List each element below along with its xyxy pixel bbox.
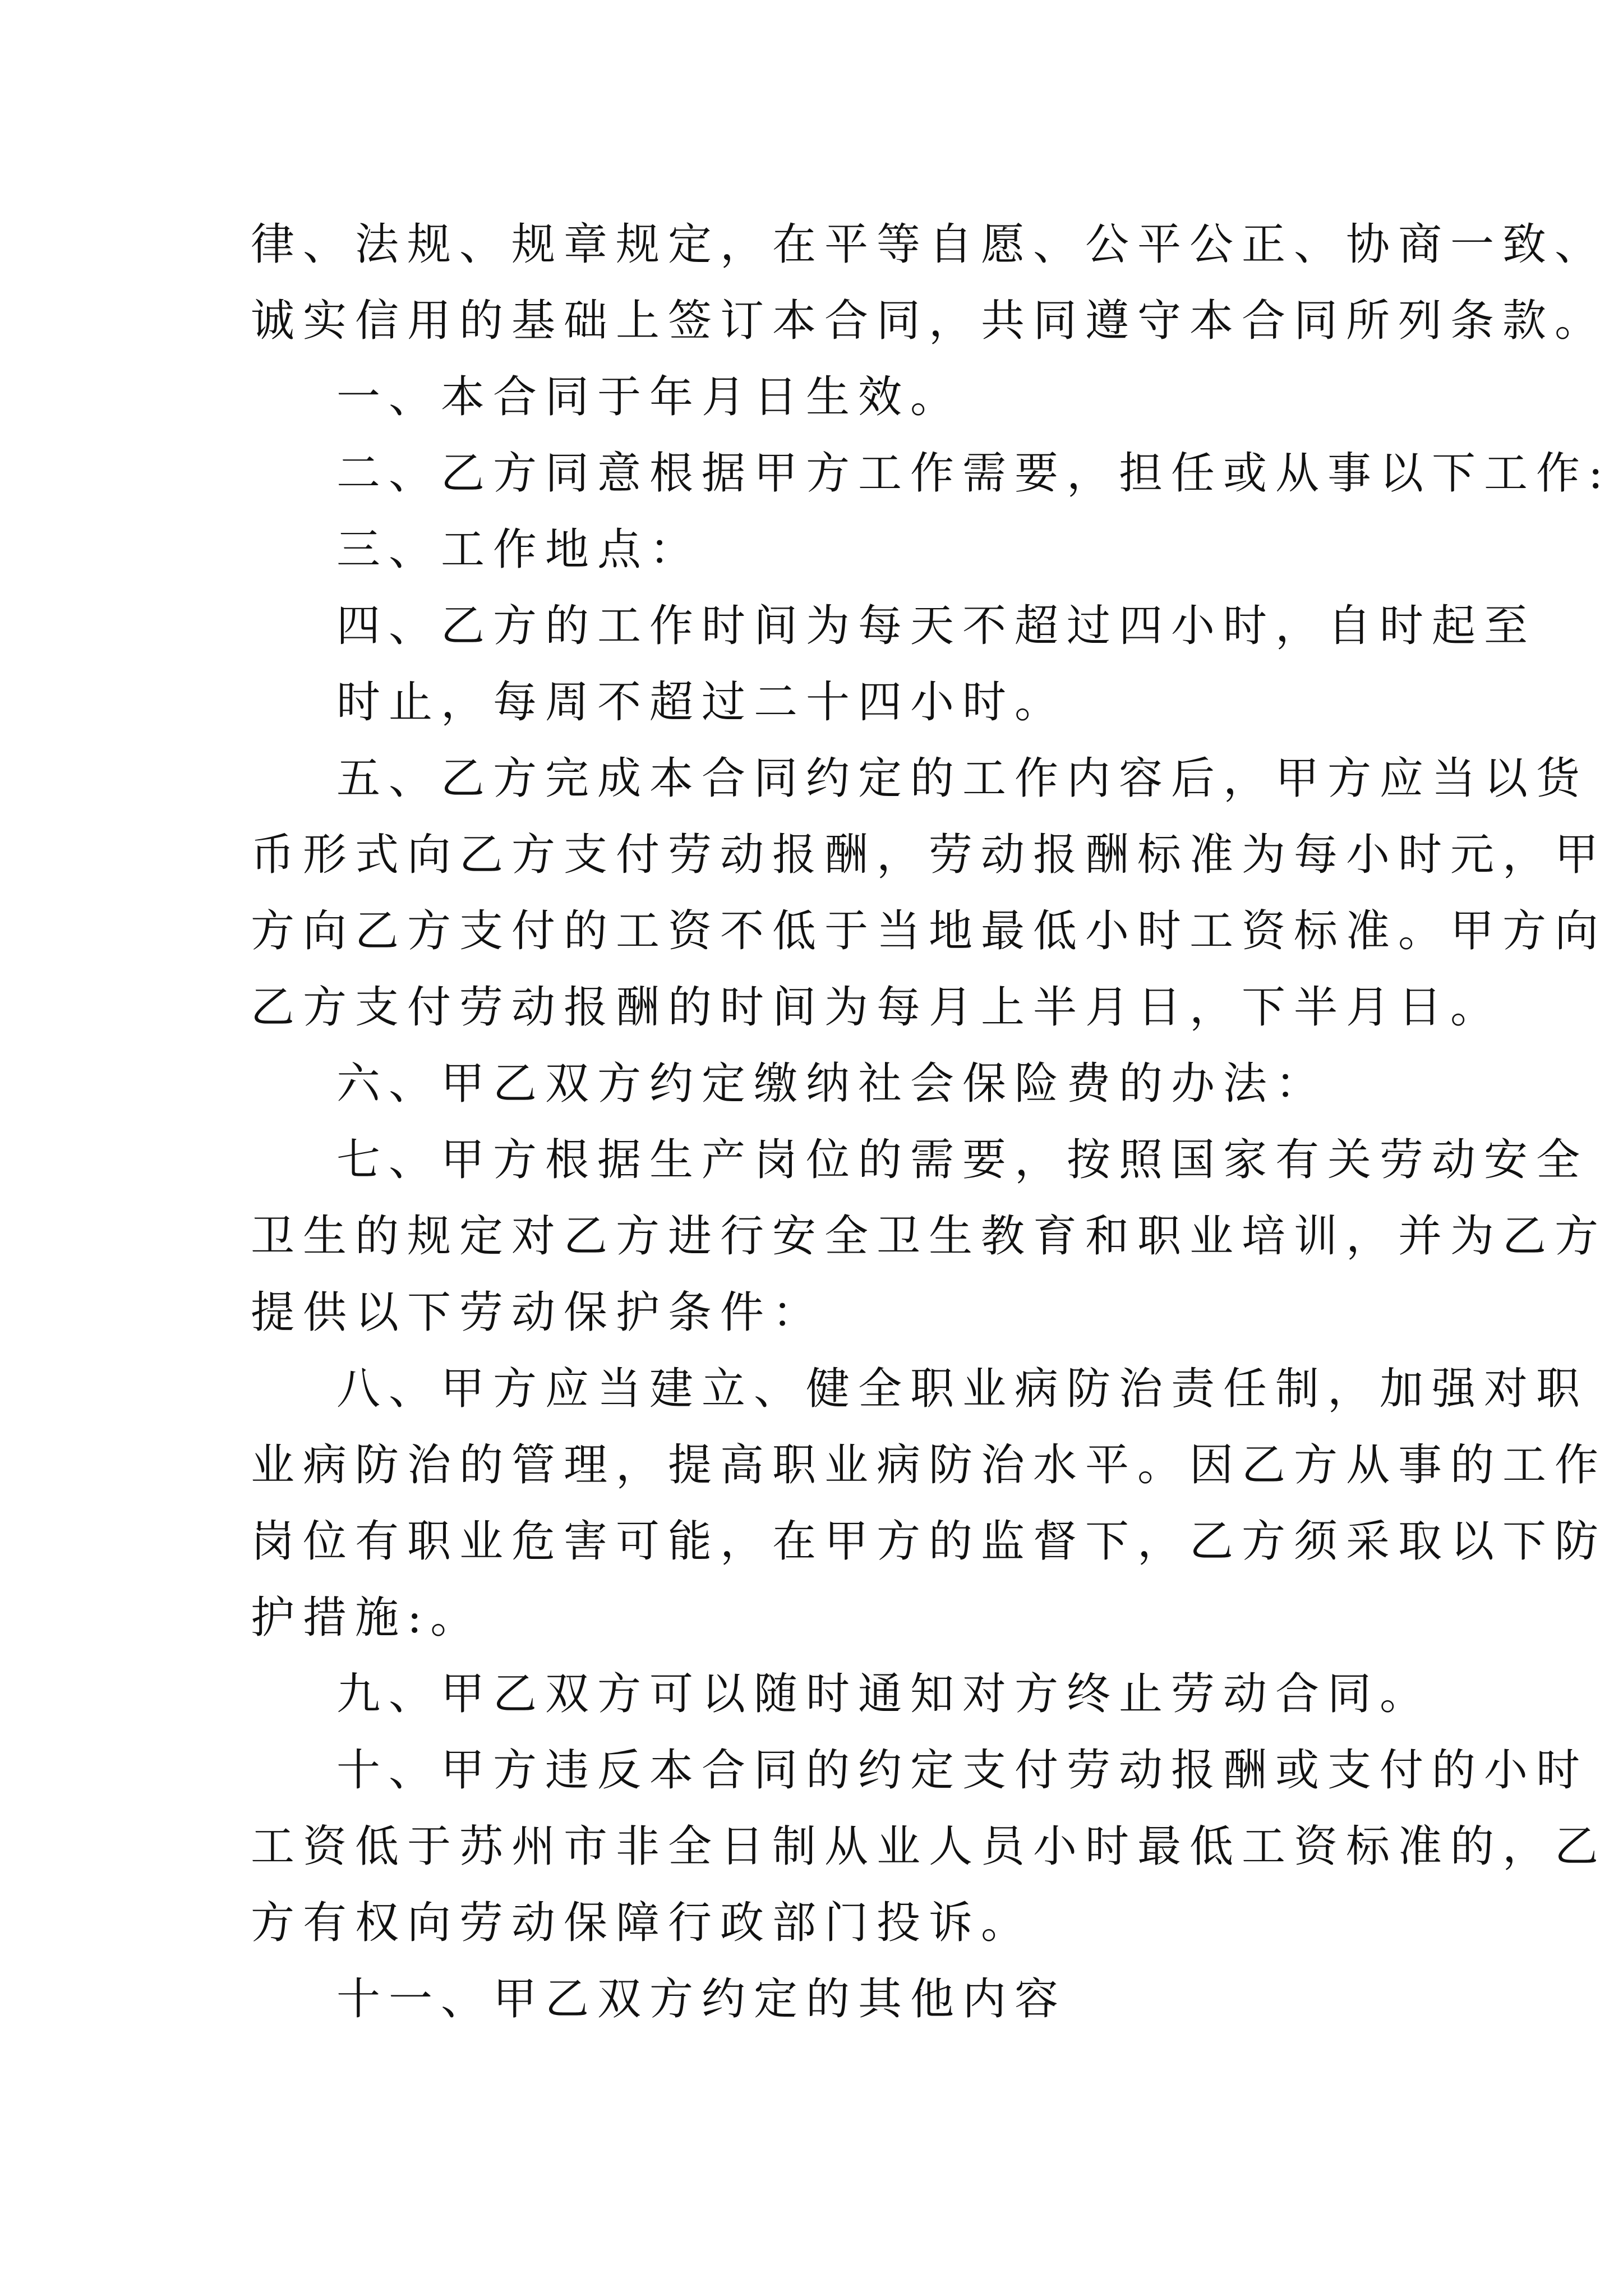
text-line: 方向乙方支付的工资不低于当地最低小时工资标准。甲方向 [251, 906, 1607, 956]
text-line: 币形式向乙方支付劳动报酬，劳动报酬标准为每小时元，甲 [251, 830, 1607, 880]
clause-8: 八、甲方应当建立、健全职业病防治责任制，加强对职 [336, 1364, 1589, 1414]
clause-10: 十、甲方违反本合同的约定支付劳动报酬或支付的小时 [336, 1745, 1589, 1796]
text-line: 时止，每周不超过二十四小时。 [336, 677, 1067, 728]
clause-11: 十一、甲乙双方约定的其他内容 [336, 1974, 1067, 2024]
clause-1: 一、本合同于年月日生效。 [336, 372, 963, 422]
text-line: 护措施:。 [251, 1593, 483, 1643]
clause-5: 五、乙方完成本合同约定的工作内容后，甲方应当以货 [336, 753, 1589, 804]
text-line: 卫生的规定对乙方进行安全卫生教育和职业培训，并为乙方 [251, 1211, 1607, 1262]
text-line: 诚实信用的基础上签订本合同，共同遵守本合同所列条款。 [251, 296, 1607, 346]
text-line: 业病防治的管理，提高职业病防治水平。因乙方从事的工作 [251, 1440, 1607, 1490]
clause-4: 四、乙方的工作时间为每天不超过四小时，自时起至 [336, 601, 1537, 651]
text-line: 工资低于苏州市非全日制从业人员小时最低工资标准的，乙 [251, 1821, 1607, 1872]
clause-6: 六、甲乙双方约定缴纳社会保险费的办法： [336, 1059, 1328, 1109]
clause-3: 三、工作地点： [336, 524, 702, 575]
text-line: 律、法规、规章规定，在平等自愿、公平公正、协商一致、 [251, 219, 1607, 270]
text-line: 乙方支付劳动报酬的时间为每月上半月日，下半月日。 [251, 982, 1503, 1033]
text-line: 岗位有职业危害可能，在甲方的监督下，乙方须采取以下防 [251, 1516, 1607, 1567]
clause-7: 七、甲方根据生产岗位的需要，按照国家有关劳动安全 [336, 1135, 1589, 1185]
clause-2: 二、乙方同意根据甲方工作需要，担任或从事以下工作: [336, 448, 1612, 499]
text-line: 提供以下劳动保护条件： [251, 1287, 825, 1338]
clause-9: 九、甲乙双方可以随时通知对方终止劳动合同。 [336, 1669, 1432, 1719]
text-line: 方有权向劳动保障行政部门投诉。 [251, 1898, 1034, 1948]
